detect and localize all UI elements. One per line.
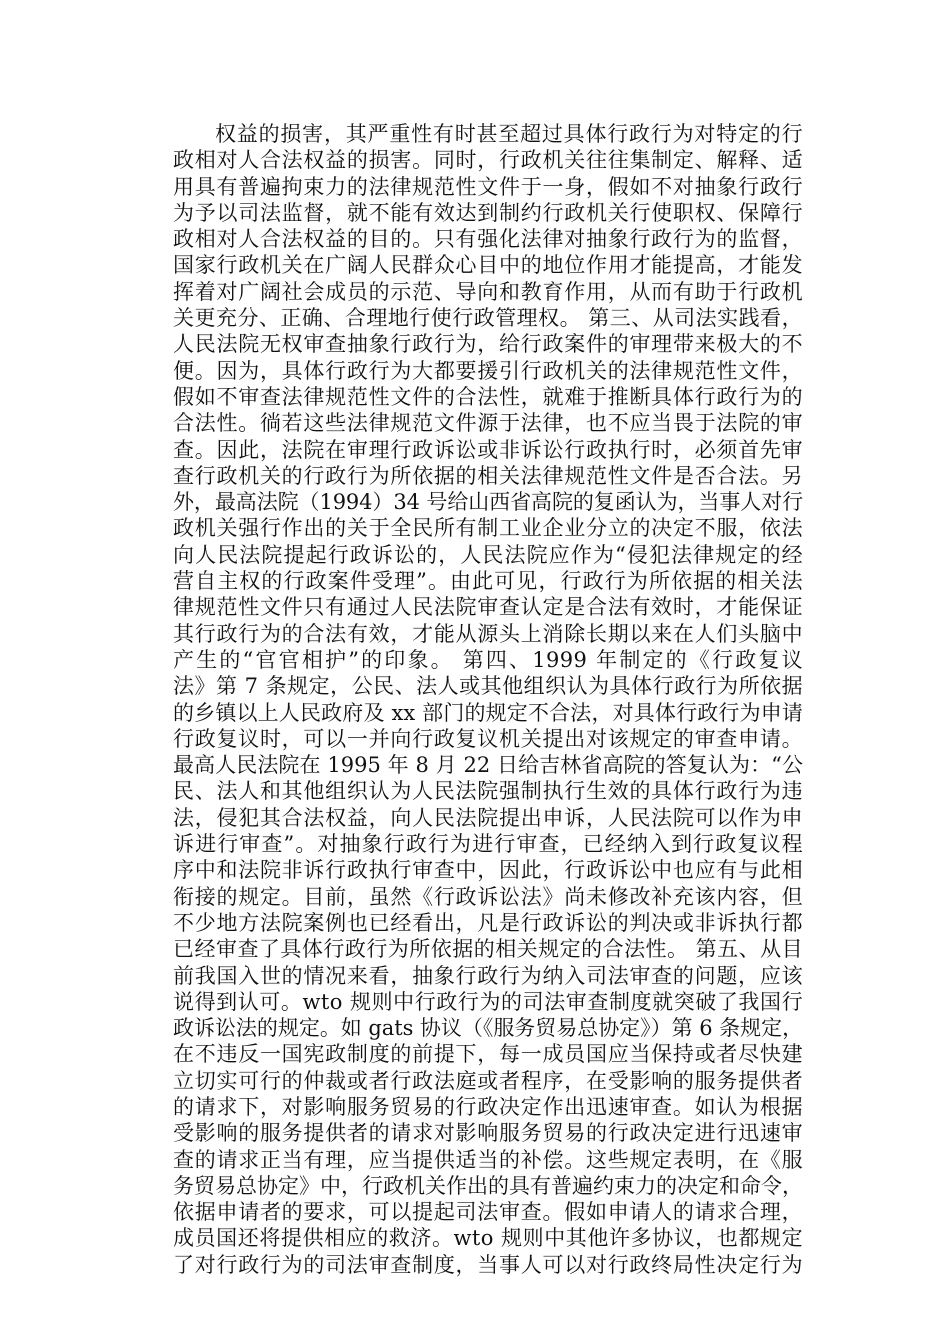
text-line: 政相对人合法权益的目的。只有强化法律对抽象行政行为的监督， — [173, 227, 803, 252]
text-line: 查的请求正当有理，应当提供适当的补偿。这些规定表明，在《服 — [173, 1147, 803, 1172]
text-line: 国家行政机关在广阔人民群众心目中的地位作用才能提高，才能发 — [173, 253, 803, 278]
text-line: 便。因为，具体行政行为大都要援引行政机关的法律规范性文件， — [173, 358, 803, 383]
text-line: 的请求下，对影响服务贸易的行政决定作出迅速审查。如认为根据 — [173, 1094, 803, 1119]
text-line: 诉进行审查”。对抽象行政行为进行审查，已经纳入到行政复议程 — [173, 832, 803, 857]
text-line: 为予以司法监督，就不能有效达到制约行政机关行使职权、保障行 — [173, 200, 803, 225]
text-line: 向人民法院提起行政诉讼的，人民法院应作为“侵犯法律规定的经 — [173, 542, 803, 567]
text-line: 在不违反一国宪政制度的前提下，每一成员国应当保持或者尽快建 — [173, 1042, 803, 1067]
text-line: 人民法院无权审查抽象行政行为，给行政案件的审理带来极大的不 — [173, 332, 803, 357]
text-line: 律规范性文件只有通过人民法院审查认定是合法有效时，才能保证 — [173, 595, 803, 620]
text-line: 产生的“官官相护”的印象。 第四、1999 年制定的《行政复议 — [173, 647, 803, 672]
text-line: 不少地方法院案例也已经看出，凡是行政诉讼的判决或非诉执行都 — [173, 910, 803, 935]
text-line: 查。因此，法院在审理行政诉讼或非诉讼行政执行时，必须首先审 — [173, 437, 803, 462]
text-line: 外，最高法院（1994）34 号给山西省高院的复函认为，当事人对行 — [173, 490, 803, 515]
text-line: 关更充分、正确、合理地行使行政管理权。 第三、从司法实践看， — [173, 306, 803, 331]
text-line: 用具有普遍拘束力的法律规范性文件于一身，假如不对抽象行政行 — [173, 174, 803, 199]
text-line: 受影响的服务提供者的请求对影响服务贸易的行政决定进行迅速审 — [173, 1121, 803, 1146]
text-line: 立切实可行的仲裁或者行政法庭或者程序，在受影响的服务提供者 — [173, 1068, 803, 1093]
text-line: 务贸易总协定》中，行政机关作出的具有普遍约束力的决定和命令， — [173, 1173, 803, 1198]
text-line: 合法性。徜若这些法律规范文件源于法律，也不应当畏于法院的审 — [173, 411, 803, 436]
text-line: 衔接的规定。目前，虽然《行政诉讼法》尚未修改补充该内容，但 — [173, 884, 803, 909]
text-line: 法》第 7 条规定，公民、法人或其他组织认为具体行政行为所依据 — [173, 674, 803, 699]
text-line: 前我国入世的情况来看，抽象行政行为纳入司法审查的问题，应该 — [173, 963, 803, 988]
text-line: 政相对人合法权益的损害。同时，行政机关往往集制定、解释、适 — [173, 148, 803, 173]
text-line: 序中和法院非诉行政执行审查中，因此，行政诉讼中也应有与此相 — [173, 858, 803, 883]
text-line: 说得到认可。wto 规则中行政行为的司法审查制度就突破了我国行 — [173, 989, 803, 1014]
text-line: 政诉讼法的规定。如 gats 协议（《服务贸易总协定》）第 6 条规定， — [173, 1016, 803, 1041]
text-line: 成员国还将提供相应的救济。wto 规则中其他许多协议，也都规定 — [173, 1226, 803, 1251]
text-line: 其行政行为的合法有效，才能从源头上消除长期以来在人们头脑中 — [173, 621, 803, 646]
text-line: 的乡镇以上人民政府及 xx 部门的规定不合法，对具体行政行为申请 — [173, 700, 803, 725]
text-line: 民、法人和其他组织认为人民法院强制执行生效的具体行政行为违 — [173, 779, 803, 804]
text-line: 了对行政行为的司法审查制度，当事人可以对行政终局性决定行为 — [173, 1252, 803, 1277]
text-line: 挥着对广阔社会成员的示范、导向和教育作用，从而有助于行政机 — [173, 279, 803, 304]
text-line: 法，侵犯其合法权益，向人民法院提出申诉，人民法院可以作为申 — [173, 805, 803, 830]
text-line: 已经审查了具体行政行为所依据的相关规定的合法性。 第五、从目 — [173, 937, 803, 962]
text-line: 权益的损害，其严重性有时甚至超过具体行政行为对特定的行 — [215, 122, 803, 146]
body-text — [173, 121, 803, 1278]
text-line: 依据申请者的要求，可以提起司法审查。假如申请人的请求合理， — [173, 1200, 803, 1225]
text-line: 政机关强行作出的关于全民所有制工业企业分立的决定不服，依法 — [173, 516, 803, 541]
text-line: 营自主权的行政案件受理”。由此可见，行政行为所依据的相关法 — [173, 569, 803, 594]
text-line: 最高人民法院在 1995 年 8 月 22 日给吉林省高院的答复认为：“公 — [173, 753, 803, 778]
text-line: 行政复议时，可以一并向行政复议机关提出对该规定的审查申请。 — [173, 726, 803, 751]
text-line: 查行政机关的行政行为所依据的相关法律规范性文件是否合法。另 — [173, 463, 803, 488]
text-line: 假如不审查法律规范性文件的合法性，就难于推断具体行政行为的 — [173, 384, 803, 409]
